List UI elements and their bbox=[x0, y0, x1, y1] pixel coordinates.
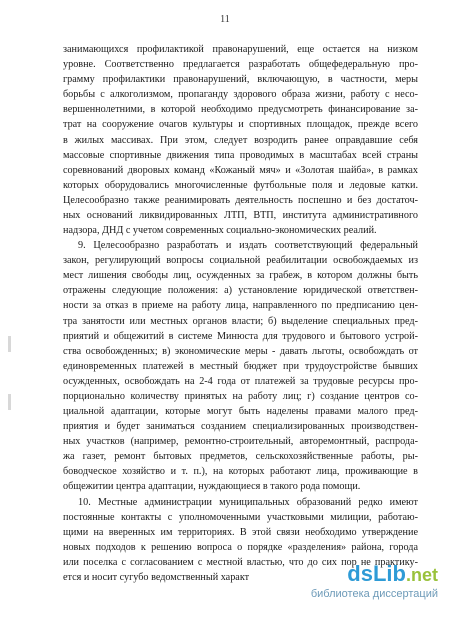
text-line: общежитии центра адаптации, нуждающиеся в такого рода помощи. bbox=[63, 481, 361, 492]
text-line: ных оснований ликвидированных ЛТП, ВТП, института административного bbox=[63, 210, 418, 221]
page-number: 11 bbox=[220, 14, 230, 25]
text-line: уровне. Соответственно предлагается разработать общефедеральную про- bbox=[63, 59, 418, 70]
text-line: постоянные контакты с уполномоченными участковыми милиции, работаю- bbox=[63, 512, 418, 523]
text-line: щими на вверенных им территориях. В этой связи необходимо утверждение bbox=[63, 527, 418, 538]
dslib-logo bbox=[311, 563, 438, 586]
text-line: новых подходов к решению вопроса о порядке «разделения» района, города bbox=[63, 542, 418, 553]
text-line: ства освобожденных; в) экономические меры - давать льготы, освобождать от bbox=[63, 346, 418, 357]
text-line: циальной адаптации, которые могут быть наделены правами малого пред- bbox=[63, 406, 418, 417]
text-line: массовые спортивные движения типа проводимых в масштабах всей страны bbox=[63, 150, 418, 161]
text-line: закон, регулирующий вопросы социальной реабилитации освобождаемых из bbox=[63, 255, 418, 266]
text-line: борьбы с алкоголизмом, пропаганду здорового образа жизни, работу с несо- bbox=[63, 89, 418, 100]
text-line: ется и носит сугубо ведомственный характ bbox=[63, 572, 250, 583]
text-line: 10. Местные администрации муниципальных образований редко имеют bbox=[78, 497, 418, 508]
text-line: тра занятости или местных органов власти; б) выделение специальных пред- bbox=[63, 316, 418, 327]
text-line: отражены следующие положения: а) установление юридической ответствен- bbox=[63, 285, 418, 296]
text-line: ности за отказ в приеме на работу лица, направленного по предписанию цен- bbox=[63, 300, 418, 311]
watermark-subtitle: библиотека диссертаций bbox=[310, 588, 438, 600]
text-line: порционально количеству принятых на работу лиц; г) создание центров со- bbox=[63, 391, 418, 402]
text-line: мест лишения свободы лиц, осужденных за грабеж, в котором должны быть bbox=[63, 270, 418, 281]
text-line: или поселка с согласованием с местной властью, что до сих пор не практику- bbox=[63, 557, 418, 568]
text-line: приятия и будет заниматься созданием специализированных производствен- bbox=[63, 421, 418, 432]
text-line: 9. Целесообразно разработать и издать соответствующий федеральный bbox=[78, 240, 418, 251]
text-line: вершеннолетними, в которой необходимо предусмотреть финансирование за- bbox=[63, 104, 418, 115]
text-line: боводческое хозяйство и т. п.), на которых работают лица, проживающие в bbox=[63, 466, 418, 477]
text-line: ных участков (например, ремонтно-строительный, авторемонтный, распрода- bbox=[63, 436, 418, 447]
logo-net: .net bbox=[405, 565, 438, 585]
scan-margin-mark bbox=[8, 336, 11, 352]
text-line: жа газет, ремонт бытовых предметов, сельскохозяйственные работы, ры- bbox=[63, 451, 418, 462]
text-line: приятий и общежитий в системе Минюста для трудового и бытового устрой- bbox=[63, 331, 418, 342]
text-line: осужденных, освобождать на 2-4 года от платежей за трудовые ресурсы про- bbox=[63, 376, 418, 387]
dslib-watermark bbox=[311, 563, 438, 600]
text-line: соревнований дворовых команд «Кожаный мяч» и «Золотая шайба», в рамках bbox=[63, 165, 418, 176]
text-line: грамму профилактики правонарушений, включающую, в частности, меры bbox=[63, 74, 418, 85]
scan-margin-mark bbox=[8, 394, 11, 410]
text-line: которых оборудовались многочисленные футбольные поля и ледовые катки. bbox=[63, 180, 418, 191]
text-line: единовременных платежей в местный бюджет при трудоустройстве бывших bbox=[63, 361, 418, 372]
logo-ds: ds bbox=[347, 561, 373, 586]
logo-lib: Lib bbox=[372, 561, 406, 586]
text-line: занимающихся профилактикой правонарушений, еще остается на низком bbox=[63, 44, 418, 55]
text-line: Целесообразно также реанимировать деятельность поспешно и без достаточ- bbox=[63, 195, 418, 206]
text-line: надзора, ДНД с учетом современных социально-экономических реалий. bbox=[63, 225, 377, 236]
text-line: в жилых массивах. При этом, следует возродить ранее оправдавшие себя bbox=[63, 135, 418, 146]
text-line: трат на сооружение очагов культуры и спортивных площадок, прежде всего bbox=[63, 119, 418, 130]
